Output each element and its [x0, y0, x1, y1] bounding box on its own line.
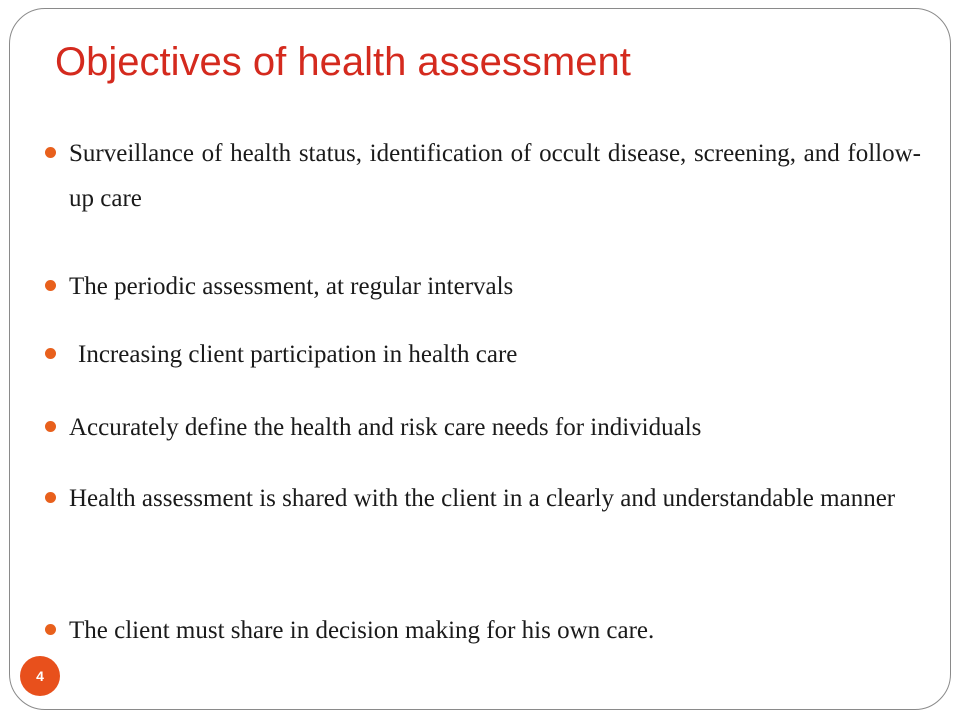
bullet-dot-icon	[45, 280, 56, 291]
bullet-dot-icon	[45, 147, 56, 158]
bullet-text: The client must share in decision making for his own care.	[69, 617, 655, 644]
bullet-item	[45, 131, 921, 221]
bullet-dot-icon	[45, 421, 56, 432]
slide-title: Objectives of health assessment	[55, 40, 631, 84]
bullet-dot-icon	[45, 492, 56, 503]
page-number-badge: 4	[20, 656, 60, 696]
bullet-dot-icon	[45, 624, 56, 635]
bullet-item	[45, 332, 921, 377]
bullet-item	[45, 476, 921, 521]
bullet-dot-icon	[45, 348, 56, 359]
bullet-text: The periodic assessment, at regular intervals	[69, 273, 514, 300]
bullet-item	[45, 264, 921, 309]
bullet-text: Increasing client participation in health care	[78, 341, 518, 368]
bullet-text: Surveillance of health status, identification of occult disease, screening, and follow-up care	[69, 140, 921, 212]
bullet-text: Health assessment is shared with the client in a clearly and understandable manner	[69, 485, 896, 512]
bullet-text: Accurately define the health and risk care needs for individuals	[69, 414, 702, 441]
bullet-item	[45, 608, 921, 653]
bullet-item	[45, 405, 921, 450]
